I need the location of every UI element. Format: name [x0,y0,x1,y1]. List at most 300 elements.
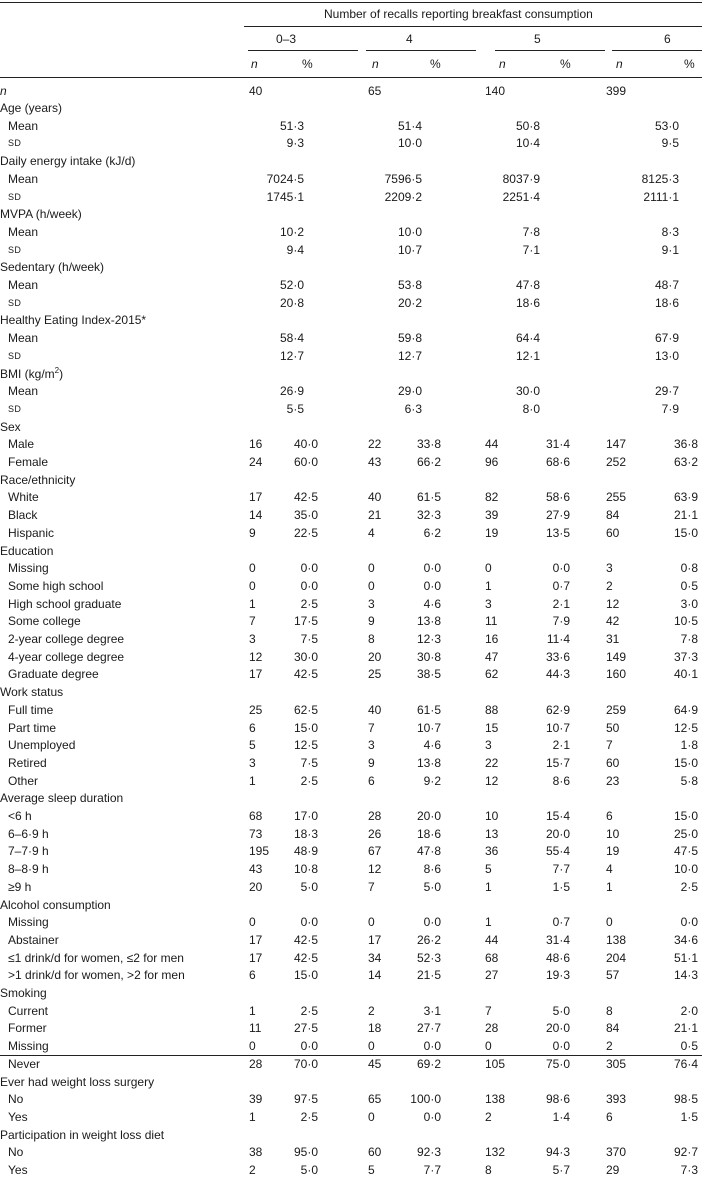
cell-percent: 98·5 [673,1092,698,1107]
cell-count: 5 [485,862,492,877]
cell-count: 132 [485,1145,506,1160]
cell-count: 7 [485,1003,492,1018]
section-header [0,365,702,383]
cell-value: 2111·1 [643,189,679,204]
cell-count: 23 [606,773,620,788]
cell-count: 1 [485,915,492,930]
cell-count: 60 [606,755,620,770]
cell-count: 13 [485,826,499,841]
cell-count: 17 [249,490,263,505]
cell-percent: 0·0 [423,561,441,576]
row-label: Male [8,437,35,452]
row-label: Current [8,1003,49,1018]
cell-percent: 69·2 [416,1056,441,1071]
spanning-header: Number of recalls reporting breakfast consumption [324,7,593,21]
cell-count: 14 [368,968,382,983]
cell-percent: 15·7 [545,755,570,770]
cell-percent: 42·5 [293,490,318,505]
cell-count: 4 [368,525,375,540]
spanning-rule [244,26,702,27]
table-row [0,1055,702,1073]
table-row [0,630,702,648]
cell-percent: 51·1 [673,950,698,965]
row-label: <6 h [8,809,32,823]
section-header [0,542,702,560]
table-row [0,701,702,719]
cell-count: 96 [485,455,499,469]
cell-value: 10·0 [397,224,422,239]
table-row [0,188,702,206]
n-value-0-3: 40 [249,84,263,98]
cell-count: 38 [249,1145,263,1160]
cell-count: 7 [606,738,613,753]
cell-count: 18 [368,1021,382,1036]
table-row [0,347,702,365]
row-label: High school graduate [8,596,122,611]
cell-percent: 7·8 [680,632,698,646]
cell-count: 3 [368,738,375,753]
cell-count: 5 [368,1163,375,1177]
cell-count: 3 [249,755,256,770]
cell-value: 67·9 [654,331,679,346]
col-n-4: n [372,57,379,71]
row-label: Mean [8,118,39,133]
cell-count: 22 [485,755,499,770]
cell-count: 9 [368,614,375,629]
cell-percent: 2·5 [300,773,318,788]
row-label: Missing [8,915,49,930]
cell-count: 8 [368,632,375,646]
group-rule-0-3 [248,50,358,51]
cell-count: 28 [368,809,382,823]
cell-count: 2 [249,1163,256,1177]
cell-percent: 18·6 [416,826,441,841]
cell-count: 138 [485,1092,506,1107]
cell-count: 36 [485,844,499,859]
cell-percent: 0·0 [423,915,441,930]
cell-count: 24 [249,455,263,469]
cell-count: 252 [606,455,627,469]
cell-count: 3 [249,632,256,646]
row-label: Yes [8,1163,28,1177]
table-row [0,1161,702,1179]
cell-count: 16 [485,632,499,646]
cell-percent: 7·7 [423,1163,441,1177]
cell-percent: 62·5 [293,702,318,717]
row-label: Retired [8,755,47,770]
table-row [0,329,702,347]
col-pct-4: % [430,57,441,71]
cell-percent: 2·1 [552,738,570,753]
cell-percent: 60·0 [293,455,318,469]
cell-count: 0 [485,561,492,576]
cell-count: 1 [249,596,256,611]
cell-percent: 3·0 [680,596,698,611]
cell-count: 31 [606,632,620,646]
cell-value: 7·8 [522,224,540,239]
section-title: Work status [0,685,64,700]
row-label: Abstainer [8,932,59,947]
cell-count: 27 [485,968,499,983]
top-rule [0,2,702,3]
cell-value: 8·0 [522,401,540,416]
cell-count: 10 [606,826,620,841]
cell-percent: 62·9 [545,702,570,717]
cell-percent: 18·3 [293,826,318,841]
cell-count: 43 [249,862,263,877]
section-header [0,896,702,914]
cell-percent: 17·5 [293,614,318,629]
table-row [0,506,702,524]
cell-percent: 0·0 [552,1039,570,1054]
group-header-0-3: 0–3 [276,32,297,46]
cell-percent: 64·9 [673,702,698,717]
section-title: Ever had weight loss surgery [0,1074,155,1089]
cell-count: 105 [485,1056,506,1071]
cell-percent: 11·4 [546,632,570,646]
bottom-rule [0,1055,702,1056]
cell-count: 149 [606,649,627,664]
row-label: SD [8,403,22,414]
cell-percent: 15·0 [293,720,318,735]
cell-count: 8 [606,1003,613,1018]
cell-value: 53·8 [397,278,422,292]
n-value-6: 399 [606,84,627,98]
cell-percent: 2·5 [300,1109,318,1124]
cell-percent: 63·2 [673,455,698,469]
cell-percent: 30·0 [293,649,318,664]
table-row [0,807,702,825]
row-label: Mean [8,171,39,186]
cell-percent: 7·7 [552,862,570,877]
table-row [0,524,702,542]
cell-value: 6·3 [404,401,422,416]
cell-value: 47·8 [515,278,540,292]
group-rule-6 [612,50,702,51]
cell-value: 50·8 [515,118,540,133]
table-row [0,842,702,860]
cell-count: 6 [368,773,375,788]
cell-percent: 20·0 [545,826,570,841]
row-label: Part time [8,720,57,735]
cell-percent: 10·7 [416,720,441,735]
cell-count: 259 [606,702,627,717]
section-header [0,205,702,223]
cell-value: 7596·5 [384,171,422,186]
cell-percent: 15·0 [673,809,698,823]
row-label: No [8,1145,24,1160]
cell-value: 9·3 [286,136,304,151]
cell-percent: 7·9 [552,614,570,629]
cell-value: 12·7 [397,348,422,363]
cell-percent: 36·8 [673,437,698,452]
cell-percent: 7·5 [300,632,318,646]
cell-percent: 94·3 [545,1145,570,1160]
cell-count: 8 [485,1163,492,1177]
cell-count: 6 [249,968,256,983]
section-header [0,683,702,701]
cell-percent: 15·0 [673,755,698,770]
row-label: 8–8·9 h [8,862,49,877]
cell-percent: 66·2 [416,455,441,469]
row-label: ≥9 h [8,879,32,894]
cell-count: 65 [368,1092,382,1107]
row-label: SD [8,244,22,255]
row-label: Hispanic [8,525,55,540]
table-row [0,1090,702,1108]
table-row [0,878,702,896]
cell-percent: 15·0 [673,525,698,540]
table-row [0,223,702,241]
cell-count: 3 [485,596,492,611]
row-label: Female [8,455,49,469]
cell-value: 13·0 [654,348,679,363]
cell-percent: 10·5 [673,614,698,629]
cell-percent: 27·9 [545,508,570,523]
table-row [0,1143,702,1161]
cell-percent: 19·3 [545,968,570,983]
cell-count: 255 [606,490,627,505]
cell-percent: 5·8 [680,773,698,788]
cell-percent: 92·7 [673,1145,698,1160]
table-row [0,612,702,630]
table-row [0,966,702,984]
cell-percent: 0·0 [300,561,318,576]
table-row [0,435,702,453]
cell-count: 12 [606,596,620,611]
cell-percent: 14·3 [673,968,698,983]
table-row [0,825,702,843]
group-rule-5 [495,50,605,51]
cell-count: 20 [368,649,382,664]
cell-count: 7 [368,879,375,894]
cell-count: 40 [368,702,382,717]
section-title: Sedentary (h/week) [0,260,105,275]
cell-count: 11 [249,1021,262,1036]
section-title: Sex [0,419,21,434]
table-row [0,665,702,683]
cell-count: 34 [368,950,382,965]
cell-percent: 0·0 [300,578,318,593]
cell-percent: 13·8 [416,755,441,770]
cell-percent: 5·0 [300,1163,318,1177]
cell-count: 60 [368,1145,382,1160]
cell-count: 43 [368,455,382,469]
section-title: Education [0,543,54,558]
cell-percent: 0·0 [423,578,441,593]
cell-count: 11 [485,614,498,629]
cell-percent: 1·5 [680,1109,698,1124]
cell-percent: 44·3 [545,667,570,682]
cell-count: 15 [485,720,499,735]
row-label: SD [8,138,22,149]
row-label: Never [8,1056,41,1071]
section-header [0,418,702,436]
cell-percent: 12·5 [293,738,318,753]
cell-percent: 20·0 [416,809,441,823]
row-label: Full time [8,702,54,717]
cell-percent: 42·5 [293,932,318,947]
cell-value: 29·7 [654,384,679,399]
cell-percent: 0·8 [680,561,698,576]
cell-percent: 0·0 [423,1039,441,1054]
section-header [0,1126,702,1144]
cell-percent: 0·0 [300,1039,318,1054]
table-row [0,1019,702,1037]
cell-count: 20 [249,879,263,894]
group-header-5: 5 [534,32,541,46]
cell-count: 1 [249,1109,256,1124]
section-header [0,471,702,489]
cell-value: 8·3 [661,224,679,239]
cell-percent: 22·5 [293,525,318,540]
cell-count: 2 [606,578,613,593]
table-row [0,453,702,471]
cell-count: 68 [249,809,263,823]
cell-count: 393 [606,1092,627,1107]
cell-count: 22 [368,437,382,452]
section-title: Daily energy intake (kJ/d) [0,154,136,169]
cell-percent: 0·7 [552,915,570,930]
cell-count: 40 [368,490,382,505]
row-label: Yes [8,1109,28,1124]
cell-percent: 1·5 [552,879,570,894]
cell-value: 64·4 [515,331,540,346]
row-label: Unemployed [8,738,76,753]
cell-count: 50 [606,720,620,735]
cell-percent: 27·7 [416,1021,441,1036]
n-row [0,82,702,100]
cell-value: 30·0 [515,384,540,399]
row-label: 6–6·9 h [8,826,49,841]
cell-percent: 2·5 [300,1003,318,1018]
section-title: Race/ethnicity [0,472,76,487]
section-header [0,1073,702,1091]
cell-percent: 98·6 [545,1092,570,1107]
row-label: Missing [8,1039,49,1054]
row-label: Mean [8,278,39,292]
cell-count: 84 [606,508,620,523]
row-label: Graduate degree [8,667,99,682]
cell-count: 60 [606,525,620,540]
cell-percent: 1·4 [552,1109,570,1124]
cell-value: 53·0 [654,118,679,133]
cell-count: 39 [249,1092,263,1107]
cell-count: 39 [485,508,499,523]
cell-percent: 58·6 [545,490,570,505]
col-n-5: n [499,57,506,71]
cell-value: 48·7 [654,278,679,292]
cell-percent: 7·5 [300,755,318,770]
cell-percent: 61·5 [416,702,441,717]
cell-count: 45 [368,1056,382,1071]
cell-value: 2209·2 [384,189,422,204]
cell-count: 29 [606,1163,620,1177]
cell-value: 26·9 [279,384,304,399]
cell-value: 10·7 [397,242,422,257]
cell-percent: 42·5 [293,950,318,965]
cell-value: 59·8 [397,331,422,346]
cell-percent: 0·7 [552,578,570,593]
cell-count: 73 [249,826,263,841]
col-n-0-3: n [251,57,258,71]
cell-percent: 48·9 [293,844,318,859]
cell-count: 7 [249,614,256,629]
cell-percent: 95·0 [293,1145,318,1160]
cell-count: 138 [606,932,627,947]
cell-count: 21 [368,508,382,523]
cell-value: 9·5 [661,136,679,151]
cell-percent: 40·1 [673,667,698,682]
group-rule-4 [366,50,476,51]
cell-percent: 68·6 [545,455,570,469]
table-row [0,931,702,949]
cell-percent: 21·1 [673,1021,698,1036]
table-row [0,382,702,400]
table-row [0,648,702,666]
row-label: SD [8,297,22,308]
table-row [0,736,702,754]
cell-percent: 1·8 [680,738,698,753]
col-pct-0-3: % [302,57,313,71]
section-header [0,258,702,276]
row-label: Mean [8,224,39,239]
group-header-4: 4 [406,32,413,46]
cell-count: 0 [485,1039,492,1054]
cell-count: 25 [249,702,263,717]
cell-count: 0 [249,1039,256,1054]
section-title: Participation in weight loss diet [0,1127,165,1142]
cell-percent: 48·6 [545,950,570,965]
cell-count: 0 [249,915,256,930]
table-row [0,860,702,878]
cell-percent: 8·6 [423,862,441,877]
table-row [0,1108,702,1126]
table-row [0,913,702,931]
cell-percent: 13·8 [416,614,441,629]
cell-count: 25 [368,667,382,682]
row-label: Other [8,773,39,788]
cell-percent: 10·0 [673,862,698,877]
cell-count: 1 [485,879,492,894]
cell-percent: 27·5 [293,1021,318,1036]
cell-count: 47 [485,649,499,664]
table-row [0,559,702,577]
n-row-label: n [0,84,7,98]
cell-percent: 0·5 [680,1039,698,1054]
cell-percent: 21·5 [416,968,441,983]
table-row [0,241,702,259]
section-title: Smoking [0,986,47,1000]
cell-value: 29·0 [397,384,422,399]
cell-count: 0 [606,915,613,930]
section-title: Alcohol consumption [0,897,111,912]
table-row [0,719,702,737]
cell-count: 5 [249,738,256,753]
table-row [0,577,702,595]
cell-count: 160 [606,667,627,682]
cell-count: 17 [249,667,263,682]
cell-percent: 15·0 [293,968,318,983]
cell-percent: 47·5 [673,844,698,859]
cell-percent: 2·5 [680,879,698,894]
cell-count: 147 [606,437,627,452]
cell-percent: 25·0 [673,826,698,841]
cell-value: 12·7 [279,348,304,363]
cell-percent: 21·1 [673,508,698,523]
cell-percent: 31·4 [545,932,570,947]
cell-value: 2251·4 [502,189,540,204]
